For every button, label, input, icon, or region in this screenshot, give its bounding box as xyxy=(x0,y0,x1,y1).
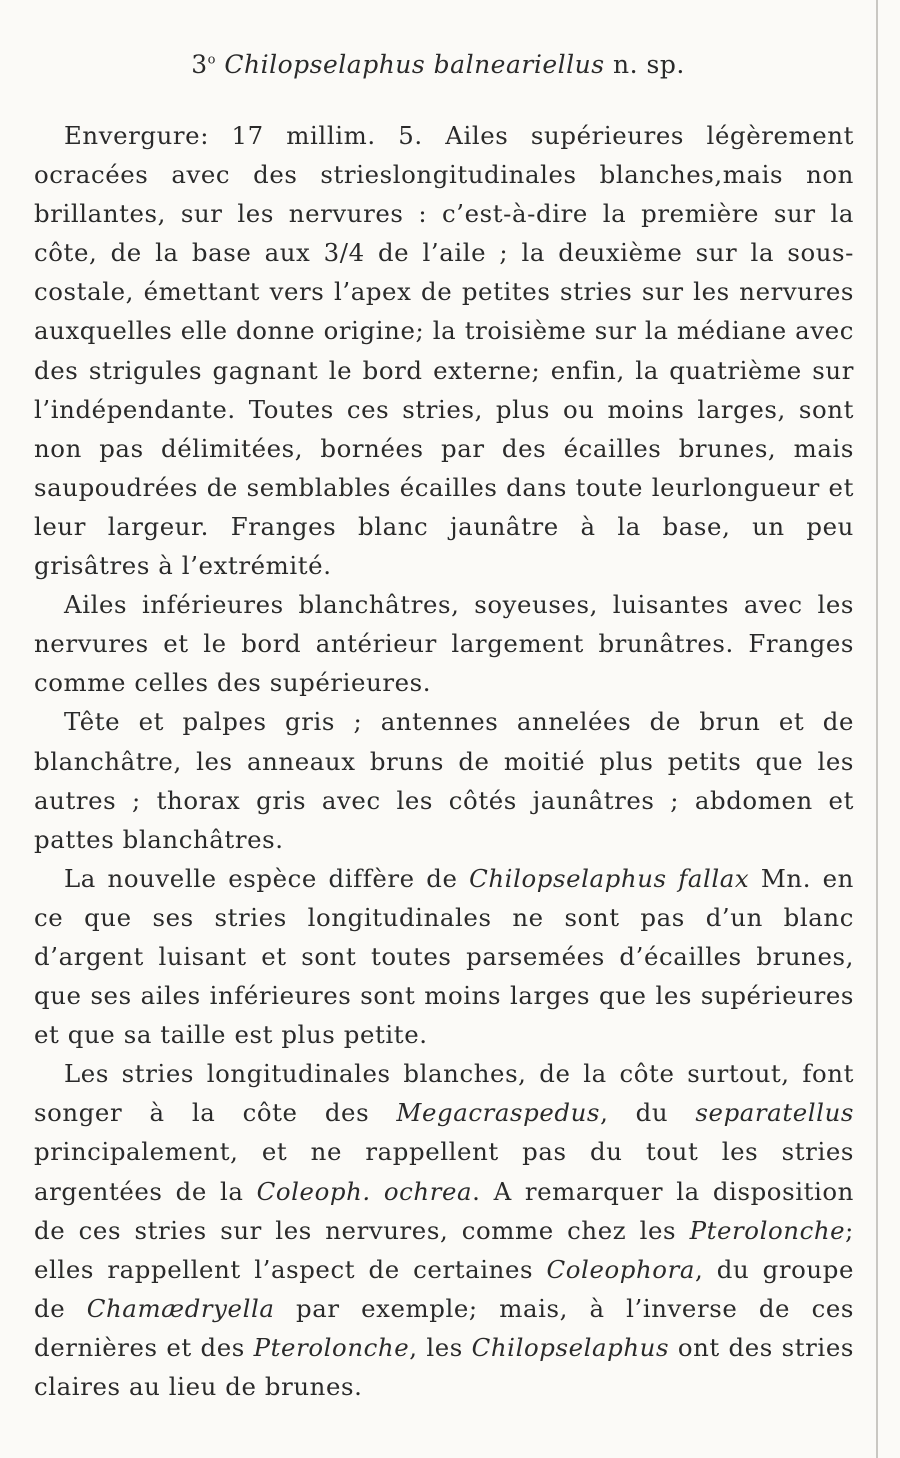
heading-suffix: n. sp. xyxy=(613,50,685,79)
text-run: Mn. en ce que ses stries longitudinales ne sont pas d’un blanc d’argent luisant et sont toutes parsemées d’écailles brunes, que ses ailes inférieures sont moins larges que les supérieures et que sa taille est plus petite. xyxy=(34,863,854,1050)
italic-taxon-name: Megacraspedus xyxy=(396,1098,601,1128)
italic-taxon-name: Coleoph. ochrea xyxy=(256,1176,473,1206)
text-run: principalement, et ne rappellent pas du tout les stries argentées de la xyxy=(34,1137,854,1206)
section-heading xyxy=(0,50,876,79)
italic-taxon-name: Chamædryella xyxy=(86,1293,275,1323)
italic-taxon-name: Chilopselaphus xyxy=(471,1332,670,1362)
italic-taxon-name: Pterolonche xyxy=(253,1332,410,1362)
italic-taxon-name: separatellus xyxy=(695,1098,854,1128)
paragraph xyxy=(34,585,854,702)
text-run: Ailes inférieures blanchâtres, soyeuses, luisantes avec les nervures et le bord antérieur largement brunâtres. Franges comme celles des supérieures. xyxy=(34,590,854,698)
italic-taxon-name: Chilopselaphus fallax xyxy=(469,863,750,893)
body-text xyxy=(34,116,854,1406)
text-run: Tête et palpes gris ; antennes annelées de brun et de blanchâtre, les anneaux bruns de moitié plus petits que les autres ; thorax gris avec les côtés jaunâtres ; abdomen et pattes blanchâtres. xyxy=(34,707,854,854)
page-edge-rule xyxy=(876,0,878,1458)
paragraph xyxy=(34,1054,854,1406)
paragraph xyxy=(34,859,854,1054)
text-run: ; elles rappellent l’aspect de certaines xyxy=(34,1215,854,1284)
text-run: , les xyxy=(409,1332,472,1362)
text-run: ont des stries claires au lieu de brunes. xyxy=(34,1332,854,1401)
italic-taxon-name: Pterolonche xyxy=(689,1215,846,1245)
text-run: Envergure: 17 millim. 5. Ailes supérieures légèrement ocracées avec des strieslongitudinales blanches,mais non brillantes, sur les nervures : c’est-à-dire la première sur la côte, de la base aux 3/4 de l’aile ; la deuxième sur la sous-costale, émettant vers l’apex de petites stries sur les nervures auxquelles elle donne origine; la troisième sur la médiane avec des strigules gagnant le bord externe; enfin, la quatrième sur l’indépendante. Toutes ces stries, plus ou moins larges, sont non pas délimitées, bornées par des écailles brunes, mais saupoudrées de semblables écailles dans toute leurlongueur et leur largeur. Franges blanc jaunâtre à la base, un peu grisâtres à l’extrémité. xyxy=(34,121,854,581)
text-run: , du xyxy=(600,1098,696,1128)
text-run: La nouvelle espèce diffère de xyxy=(64,863,470,893)
paragraph xyxy=(34,702,854,858)
heading-number: 3$^o$ xyxy=(191,50,216,79)
heading-species-name: Chilopselaphus balneariellus xyxy=(224,50,605,79)
text-run: . A remarquer la disposition de ces stries sur les nervures, comme chez les xyxy=(34,1176,854,1245)
text-run: par exemple; mais, à l’inverse de ces dernières et des xyxy=(34,1293,854,1362)
text-run: Les stries longitudinales blanches, de la côte surtout, font songer à la côte des xyxy=(34,1059,854,1128)
italic-taxon-name: Coleophora xyxy=(546,1254,695,1284)
text-run: , du groupe de xyxy=(34,1254,854,1323)
paragraph xyxy=(34,116,854,585)
